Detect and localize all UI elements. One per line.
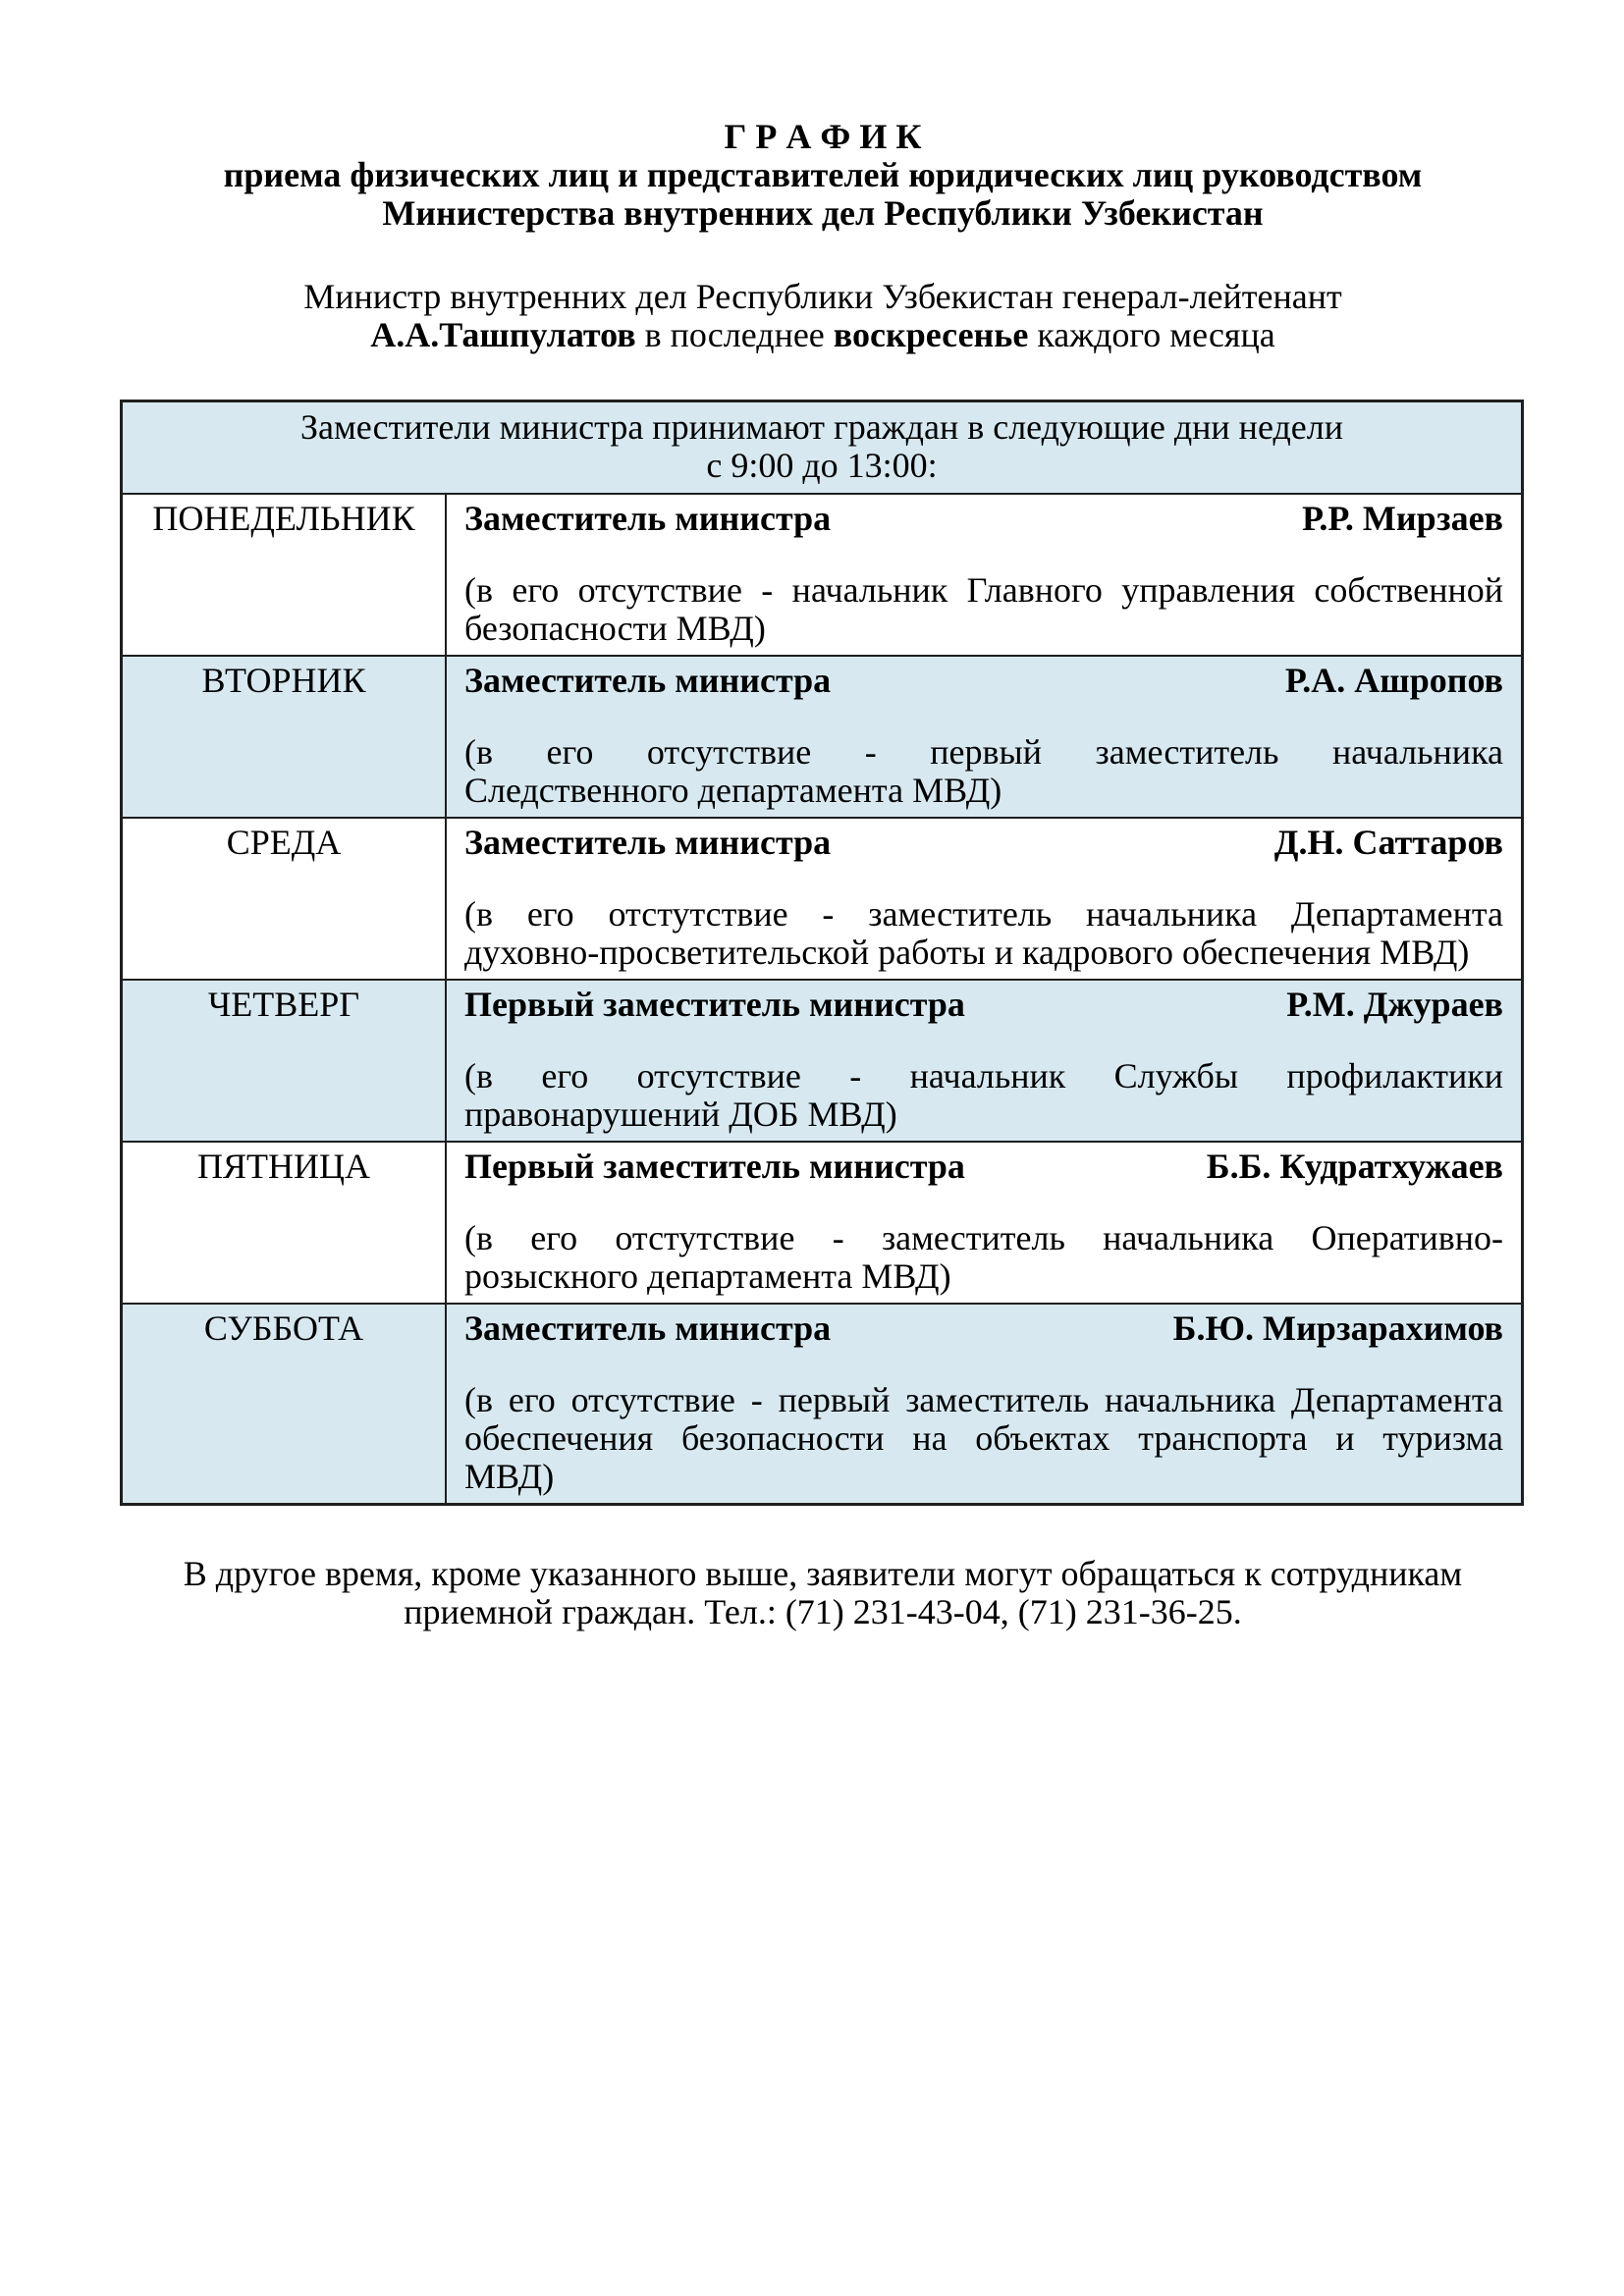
absence-note (464, 571, 1503, 648)
minister-paragraph (120, 278, 1526, 354)
table-header-line-1: Заместители министра принимают граждан в следующие дни недели (300, 407, 1343, 447)
absence-note (464, 1057, 1503, 1134)
footer-line-1: В другое время, кроме указанного выше, заявители могут обращаться к сотрудникам (183, 1554, 1463, 1593)
table-row-saturday (123, 1303, 1521, 1503)
official-head (464, 1148, 1503, 1186)
footer-note (120, 1555, 1526, 1631)
absence-note-line: духовно-просветительской работы и кадрового обеспечения МВД) (464, 933, 1470, 972)
absence-note (464, 1219, 1503, 1296)
absence-note-line: правонарушений ДОБ МВД) (464, 1095, 897, 1134)
page-subtitle (120, 156, 1526, 233)
info-cell (447, 1305, 1521, 1503)
day-cell (123, 819, 447, 979)
table-row-tuesday (123, 655, 1521, 817)
official-title: Заместитель министра (464, 823, 832, 862)
official-name: Б.Б. Кудратхужаев (1206, 1147, 1503, 1186)
day-label: ВТОРНИК (201, 661, 366, 700)
info-cell (447, 981, 1521, 1141)
day-label: ПЯТНИЦА (197, 1147, 370, 1186)
day-cell (123, 981, 447, 1141)
official-title: Заместитель министра (464, 499, 832, 538)
absence-note-line: Следственного департамента МВД) (464, 771, 1002, 810)
official-head (464, 986, 1503, 1024)
absence-note-line: обеспечения безопасности на объектах транспорта и туризма (464, 1418, 1503, 1458)
absence-note-line: безопасности МВД) (464, 609, 766, 648)
absence-note (464, 733, 1503, 810)
subtitle-line-2: Министерства внутренних дел Республики Узбекистан (382, 193, 1264, 233)
official-name: Р.А. Ашропов (1284, 661, 1503, 700)
absence-note-line: (в его отсутствие - первый заместитель начальника Департамента (464, 1380, 1503, 1419)
day-cell (123, 1305, 447, 1503)
absence-note-line: МВД) (464, 1457, 555, 1496)
absence-note-line: розыскного департамента МВД) (464, 1256, 951, 1296)
official-title: Первый заместитель министра (464, 985, 965, 1024)
day-cell (123, 495, 447, 655)
minister-mid-text: в последнее (635, 315, 834, 354)
footer-line-2: приемной граждан. Тел.: (71) 231-43-04, (71) 231-36-25. (404, 1592, 1242, 1631)
subtitle-line-1: приема физических лиц и представителей юридических лиц руководством (223, 155, 1423, 194)
minister-name: А.А.Ташпулатов (370, 315, 636, 354)
day-label: СУББОТА (203, 1308, 364, 1348)
official-title: Заместитель министра (464, 661, 832, 700)
info-cell (447, 1143, 1521, 1303)
day-cell (123, 1143, 447, 1303)
table-row-thursday (123, 979, 1521, 1141)
absence-note-line: (в его отстутствие - заместитель начальника Департамента (464, 894, 1503, 934)
table-row-friday (123, 1141, 1521, 1303)
official-name: Р.М. Джураев (1286, 985, 1503, 1024)
day-label: СРЕДА (226, 823, 342, 862)
info-cell (447, 495, 1521, 655)
absence-note-line: (в его отсутствие - начальник Службы профилактики (464, 1056, 1503, 1095)
table-row-wednesday (123, 817, 1521, 979)
absence-note-line: (в его отсутствие - начальник Главного управления собственной (464, 570, 1503, 610)
official-name: Д.Н. Саттаров (1273, 823, 1503, 862)
official-title: Первый заместитель министра (464, 1147, 965, 1186)
table-row-monday (123, 493, 1521, 655)
table-header (123, 402, 1521, 493)
official-name: Б.Ю. Мирзарахимов (1172, 1308, 1503, 1348)
absence-note-line: (в его отсутствие - первый заместитель начальника (464, 732, 1503, 772)
info-cell (447, 657, 1521, 817)
official-head (464, 500, 1503, 538)
day-label: ЧЕТВЕРГ (207, 985, 360, 1024)
official-head (464, 1309, 1503, 1348)
reception-schedule-table (120, 400, 1524, 1506)
minister-bold-word: воскресенье (833, 315, 1029, 354)
info-cell (447, 819, 1521, 979)
absence-note (464, 895, 1503, 972)
day-cell (123, 657, 447, 817)
table-header-line-2: с 9:00 до 13:00: (706, 446, 938, 485)
absence-note-line: (в его отстутствие - заместитель начальника Оперативно- (464, 1218, 1503, 1257)
official-head (464, 824, 1503, 862)
absence-note (464, 1381, 1503, 1496)
minister-intro: Министр внутренних дел Республики Узбекистан генерал-лейтенант (303, 277, 1342, 316)
official-name: Р.Р. Мирзаев (1301, 499, 1503, 538)
official-title: Заместитель министра (464, 1308, 832, 1348)
minister-tail-text: каждого месяца (1028, 315, 1275, 354)
page-title: Г Р А Ф И К (724, 117, 922, 156)
day-label: ПОНЕДЕЛЬНИК (152, 499, 415, 538)
official-head (464, 662, 1503, 700)
